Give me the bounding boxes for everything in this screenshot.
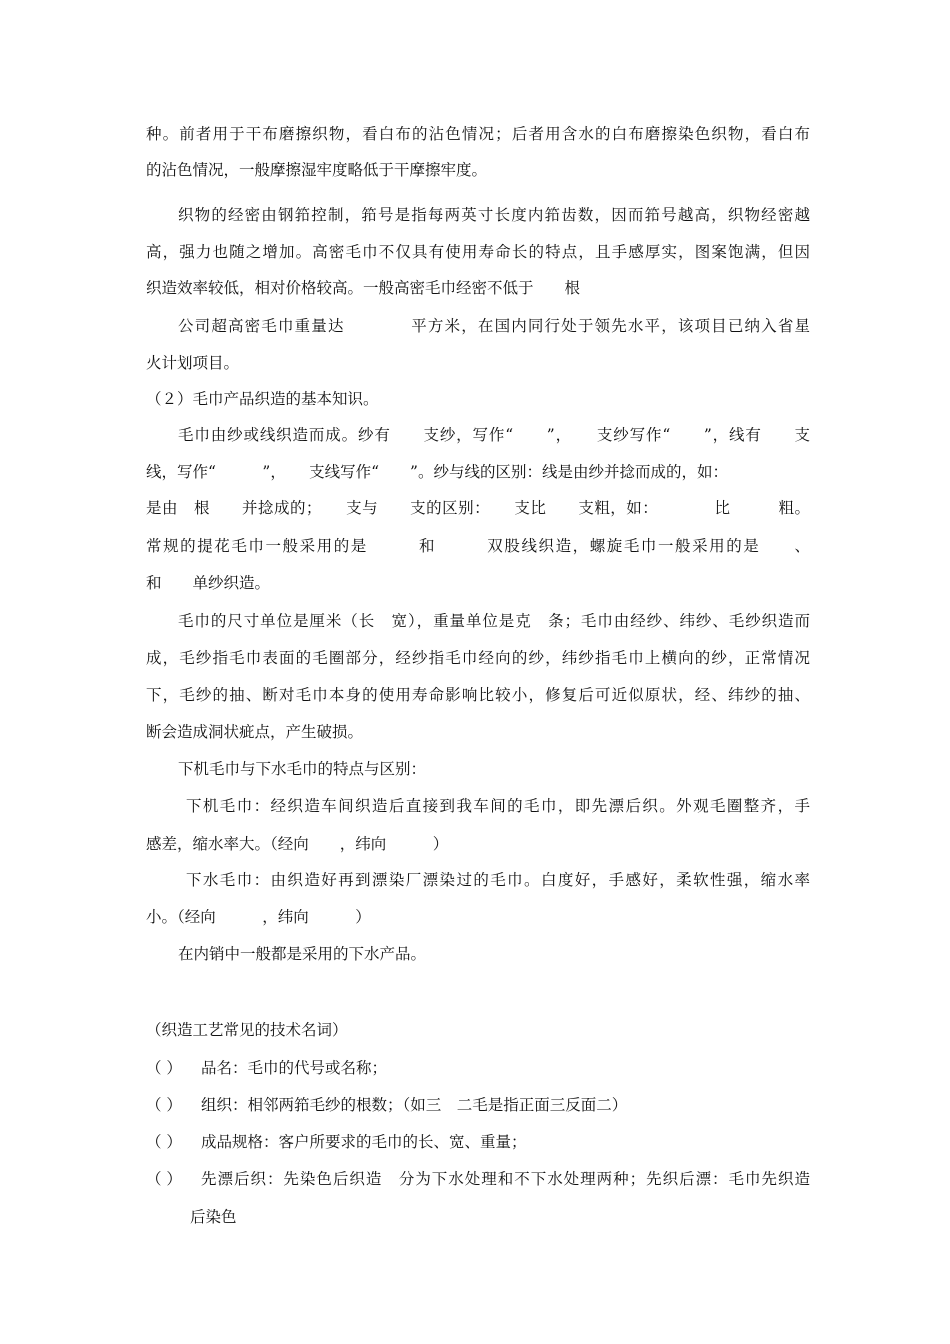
- paragraph-line: 成，毛纱指毛巾表面的毛圈部分，经纱指毛巾经向的纱，纬纱指毛巾上横向的纱，正常情况: [146, 649, 810, 667]
- term-marker: （ ）: [146, 1096, 182, 1114]
- paragraph-line: 下，毛纱的抽、断对毛巾本身的使用寿命影响比较小，修复后可近似原状，经、纬纱的抽、: [146, 686, 810, 704]
- section-heading: （２）毛巾产品织造的基本知识。: [146, 390, 379, 408]
- paragraph-line: 毛巾由纱或线织造而成。纱有 支纱，写作“ ”， 支纱写作“ ”，线有 支: [178, 426, 810, 444]
- term-marker: （ ）: [146, 1059, 182, 1077]
- paragraph-line: 线，写作“ ”， 支线写作“ ”。纱与线的区别：线是由纱并捻而成的，如：: [146, 463, 728, 481]
- paragraph-line: 种。前者用于干布磨擦织物，看白布的沾色情况；后者用含水的白布磨擦染色织物，看白布: [146, 125, 810, 143]
- paragraph-line: 织造效率较低，相对价格较高。一般高密毛巾经密不低于 根: [146, 279, 581, 297]
- paragraph-line: 常规的提花毛巾一般采用的是 和 双股线织造，螺旋毛巾一般采用的是 、: [146, 537, 810, 555]
- paragraph-line: 下水毛巾：由织造好再到漂染厂漂染过的毛巾。白度好，手感好，柔软性强，缩水率: [186, 871, 810, 889]
- paragraph-line: 小。（经向 ，纬向 ）: [146, 908, 371, 926]
- paragraph-line: 下机毛巾与下水毛巾的特点与区别：: [178, 760, 427, 778]
- term-marker: （ ）: [146, 1133, 182, 1151]
- term-text: 先漂后织：先染色后织造 分为下水处理和不下水处理两种；先织后漂：毛巾先织造: [201, 1170, 810, 1188]
- term-marker: （ ）: [146, 1170, 182, 1188]
- paragraph-line: 公司超高密毛巾重量达 平方米，在国内同行处于领先水平，该项目已纳入省星: [178, 317, 810, 335]
- term-text: 品名：毛巾的代号或名称；: [201, 1059, 388, 1077]
- paragraph-line: 在内销中一般都是采用的下水产品。: [178, 945, 427, 963]
- term-text-continuation: 后染色: [190, 1208, 237, 1226]
- paragraph-line: 和 单纱织造。: [146, 574, 271, 592]
- paragraph-line: 感差，缩水率大。（经向 ，纬向 ）: [146, 835, 449, 853]
- paragraph-line: 是由 根 并捻成的； 支与 支的区别： 支比 支粗，如： 比 粗。: [146, 499, 810, 517]
- term-text: 组织：相邻两筘毛纱的根数；（如三 二毛是指正面三反面二）: [201, 1096, 628, 1114]
- paragraph-line: 毛巾的尺寸单位是厘米（长 宽），重量单位是克 条；毛巾由经纱、纬纱、毛纱织造而: [178, 612, 810, 630]
- paragraph-line: 下机毛巾：经织造车间织造后直接到我车间的毛巾，即先漂后织。外观毛圈整齐，手: [186, 797, 810, 815]
- paragraph-line: 织物的经密由钢筘控制，筘号是指每两英寸长度内筘齿数，因而筘号越高，织物经密越: [178, 206, 810, 224]
- section-heading: （织造工艺常见的技术名词）: [146, 1021, 348, 1039]
- paragraph-line: 高，强力也随之增加。高密毛巾不仅具有使用寿命长的特点，且手感厚实，图案饱满，但因: [146, 243, 810, 261]
- term-text: 成品规格：客户所要求的毛巾的长、宽、重量；: [201, 1133, 527, 1151]
- paragraph-line: 的沾色情况，一般摩擦湿牢度略低于干摩擦牢度。: [146, 161, 488, 179]
- paragraph-line: 断会造成洞状疵点，产生破损。: [146, 723, 364, 741]
- paragraph-line: 火计划项目。: [146, 354, 240, 372]
